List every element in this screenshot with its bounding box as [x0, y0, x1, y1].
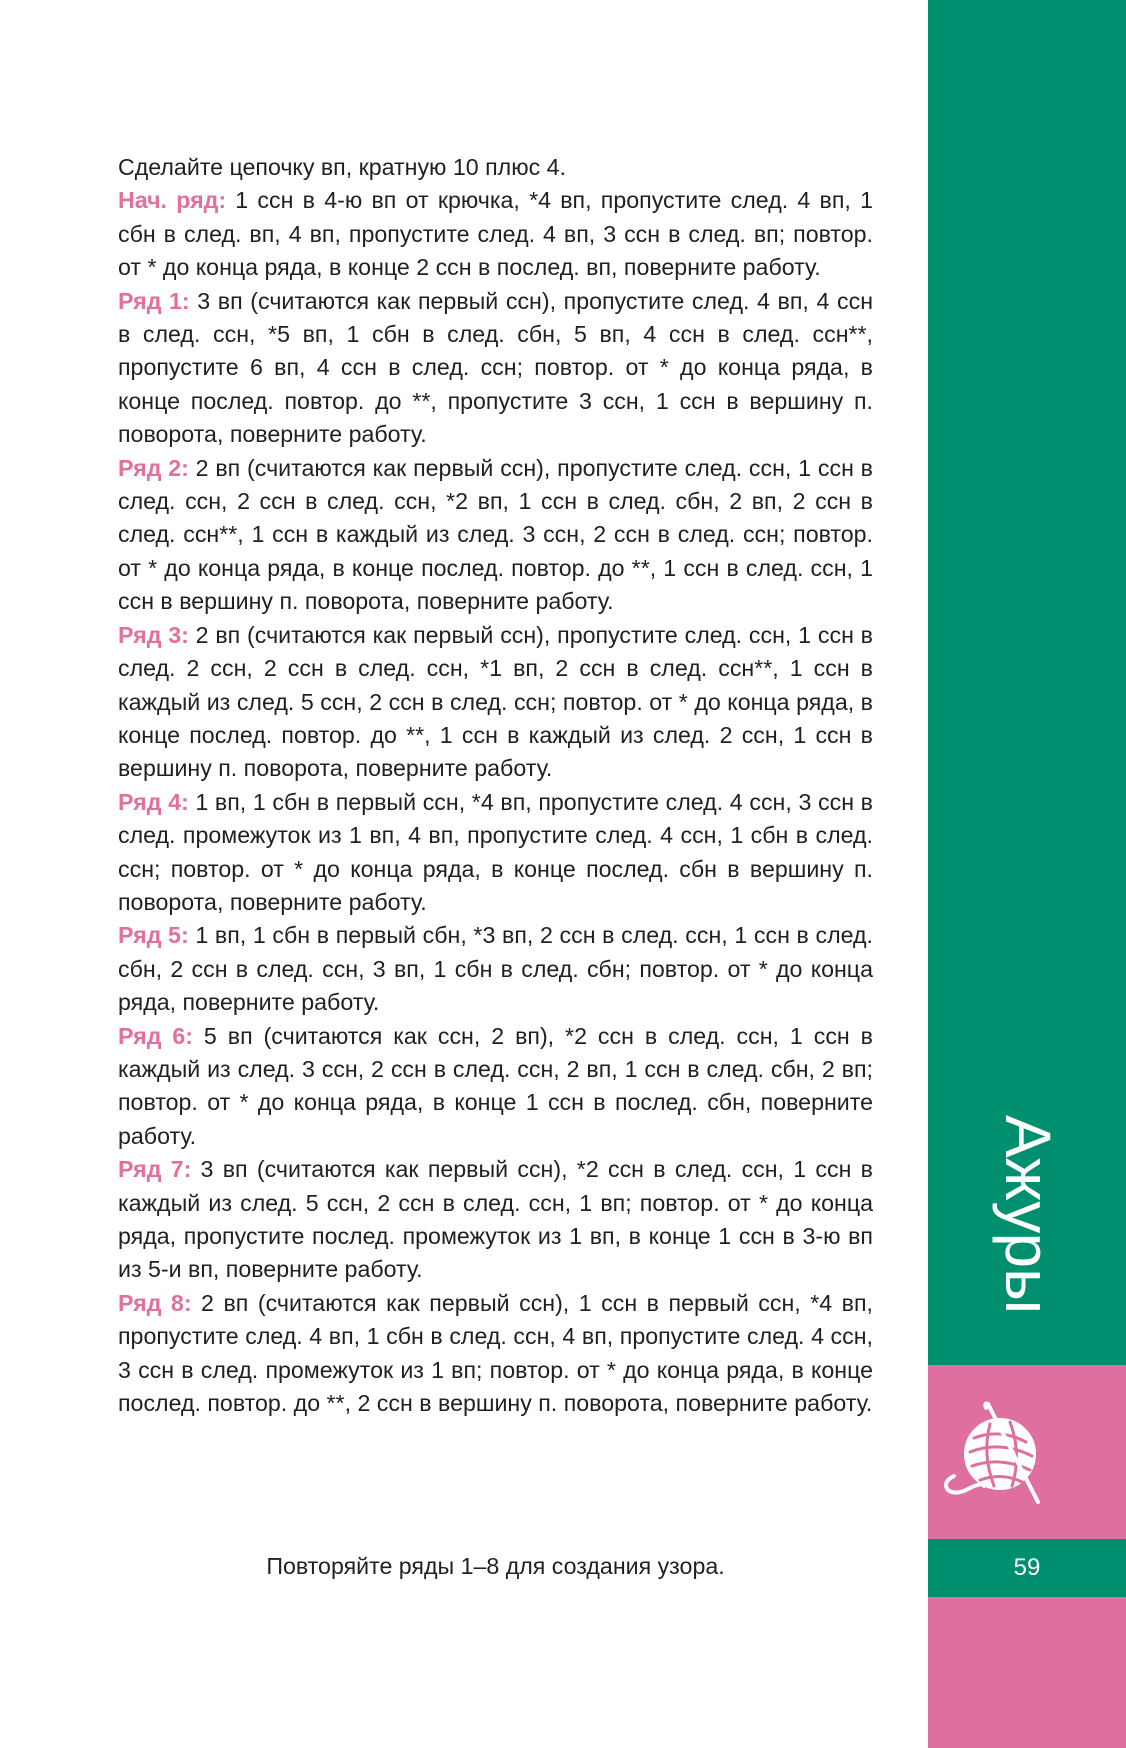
row-label: Ряд 4:	[118, 788, 189, 815]
row-text: 3 вп (считаются как первый ссн), *2 ссн в след. ссн, 1 ссн в каждый из след. 5 ссн, 2 ссн в след. ссн, 1 вп; повтор. от * до конца ряда, пропустите послед. промежуток из 1 вп, в конце 1 ссн в 3-ю вп из 5-и вп, поверните работу.	[118, 1156, 874, 1283]
row-text: 2 вп (считаются как первый ссн), пропустите след. ссн, 1 ссн в след. ссн, 2 ссн в след. ссн, *2 вп, 1 ссн в след. сбн, 2 вп, 2 ссн в след. ссн**, 1 ссн в каждый из след. 3 ссн, 2 ссн в след. ссн; повтор. от * до конца ряда, в конце послед. повтор. до **, 1 ссн в след. ссн, 1 ссн в вершину п. поворота, поверните работу.	[118, 454, 873, 615]
section-title: Ажуры	[992, 1115, 1064, 1315]
intro-paragraph: Сделайте цепочку вп, кратную 10 плюс 4.	[118, 154, 566, 180]
row-label: Ряд 5:	[118, 922, 189, 949]
row-text: 5 вп (считаются как ссн, 2 вп), *2 ссн в след. ссн, 1 ссн в каждый из след. 3 ссн, 2 ссн в след. ссн, 2 вп, 1 ссн в след. сбн, 2 вп; повтор. от * до конца ряда, в конце 1 ссн в послед. сбн, поверните работу.	[118, 1022, 873, 1149]
row-7	[118, 1153, 873, 1287]
row-text: 1 вп, 1 сбн в первый ссн, *4 вп, пропустите след. 4 ссн, 3 ссн в след. промежуток из 1 вп, 4 вп, пропустите след. 4 ссн, 1 сбн в след. ссн; повтор. от * до конца ряда, в конце послед. сбн в вершину п. поворота, поверните работу.	[118, 788, 873, 915]
row-label: Ряд 7:	[118, 1156, 192, 1183]
row-text: 2 вп (считаются как первый ссн), пропустите след. ссн, 1 ссн в след. 2 ссн, 2 ссн в след. ссн, *1 вп, 2 ссн в след. ссн**, 1 ссн в каждый из след. 5 ссн, 2 ссн в след. ссн; повтор. от * до конца ряда, в конце послед. повтор. до **, 1 ссн в каждый из след. 2 ссн, 1 ссн в вершину п. поворота, поверните работу.	[118, 621, 873, 782]
row-label: Нач. ряд:	[118, 187, 227, 214]
repeat-note: Повторяйте ряды 1–8 для создания узора.	[266, 1553, 725, 1579]
row-6	[118, 1020, 873, 1154]
row-4	[118, 786, 873, 920]
instructions-text	[118, 151, 873, 1420]
row-1	[118, 285, 873, 452]
row-label: Ряд 3:	[118, 621, 189, 648]
row-text: 2 вп (считаются как первый ссн), 1 ссн в первый ссн, *4 вп, пропустите след. 4 вп, 1 сбн в след. ссн, 4 вп, пропустите след. 4 ссн, 3 ссн в след. промежуток из 1 вп; повтор. от * до конца ряда, в конце послед. повтор. до **, 2 ссн в вершину п. поворота, поверните работу.	[118, 1289, 873, 1417]
row-label: Ряд 1:	[118, 287, 190, 314]
page-number: 59	[1013, 1554, 1041, 1581]
row-5	[118, 919, 873, 1019]
sidebar-band-bottom	[928, 1597, 1126, 1748]
row-8	[118, 1287, 873, 1421]
row-label: Ряд 6:	[118, 1022, 193, 1049]
row-text: 1 вп, 1 сбн в первый сбн, *3 вп, 2 ссн в след. ссн, 1 ссн в след. сбн, 2 ссн в след. ссн, 3 вп, 1 сбн в след. сбн; повтор. от * до конца ряда, поверните работу.	[118, 922, 873, 1016]
row-start	[118, 184, 873, 284]
row-text: 1 ссн в 4-ю вп от крючка, *4 вп, пропустите след. 4 вп, 1 сбн в след. вп, 4 вп, пропустите след. 4 вп, 3 ссн в след. вп; повтор. от * до конца ряда, в конце 2 ссн в послед. вп, поверните работу.	[118, 187, 873, 281]
row-3	[118, 619, 873, 786]
row-label: Ряд 8:	[118, 1289, 192, 1316]
row-label: Ряд 2:	[118, 454, 189, 481]
yarn-ball-hook-icon	[934, 1398, 1054, 1508]
row-2	[118, 452, 873, 619]
row-text: 3 вп (считаются как первый ссн), пропустите след. 4 вп, 4 ссн в след. ссн, *5 вп, 1 сбн в след. сбн, 5 вп, 4 ссн в след. ссн**, пропустите 6 вп, 4 ссн в след. ссн; повтор. от * до конца ряда, в конце послед. повтор. до **, пропустите 3 ссн, 1 ссн в вершину п. поворота, поверните работу.	[118, 287, 874, 448]
